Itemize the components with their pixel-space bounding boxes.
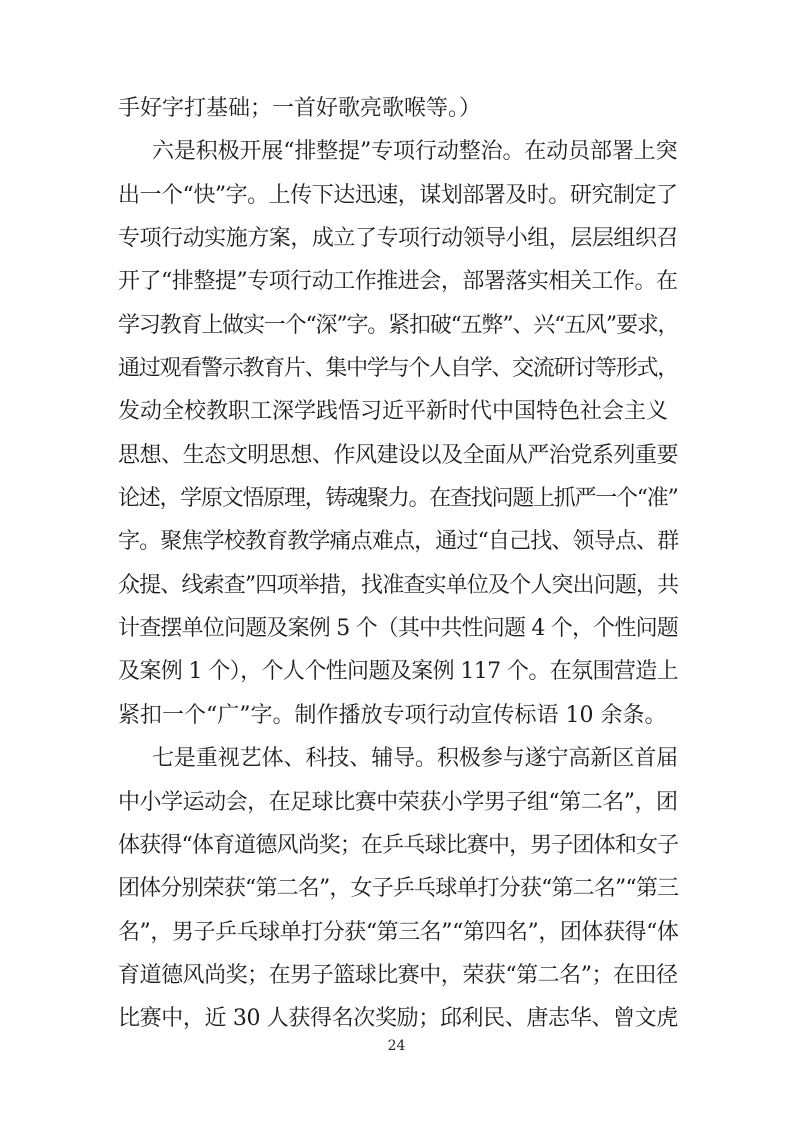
text-line: 论述，学原文悟原理，铸魂聚力。在查找问题上抓严一个“准” — [118, 486, 678, 512]
text-line: 名”，男子乒乓球单打分获“第三名”“第四名”，团体获得“体 — [118, 919, 679, 945]
text-line: 专项行动实施方案，成立了专项行动领导小组，层层组织召 — [118, 226, 679, 252]
text-line: 学习教育上做实一个“深”字。紧扣破“五弊”、兴“五风”要求， — [118, 312, 679, 338]
text-line: 体获得“体育道德风尚奖；在乒乓球比赛中，男子团体和女子 — [118, 832, 679, 858]
text-line: 发动全校教职工深学践悟习近平新时代中国特色社会主义 — [118, 399, 669, 425]
text-line: 团体分别荣获“第二名”，女子乒乓球单打分获“第二名”“第三 — [118, 876, 679, 902]
text-line: 计查摆单位问题及案例 5 个（其中共性问题 4 个，个性问题 — [118, 616, 678, 642]
text-line: 及案例 1 个），个人个性问题及案例 117 个。在氛围营造上 — [118, 659, 679, 685]
text-line: 通过观看警示教育片、集中学与个人自学、交流研讨等形式， — [118, 356, 678, 382]
text-line: 开了“排整提”专项行动工作推进会，部署落实相关工作。在 — [118, 269, 678, 295]
text-line: 中小学运动会，在足球比赛中荣获小学男子组“第二名”，团 — [118, 789, 678, 815]
text-line: 字。聚焦学校教育教学痛点难点，通过“自己找、领导点、群 — [118, 529, 679, 555]
text-line: 思想、生态文明思想、作风建设以及全面从严治党系列重要 — [118, 442, 679, 468]
text-line: 比赛中，近 30 人获得名次奖励；邱利民、唐志华、曾文虎 — [118, 1006, 678, 1032]
text-line: 手好字打基础；一首好歌亮歌喉等。） — [118, 96, 482, 121]
document-body — [118, 87, 678, 1041]
text-line: 七是重视艺体、科技、辅导。积极参与遂宁高新区首届 — [152, 746, 679, 772]
text-line: 育道德风尚奖；在男子篮球比赛中，荣获“第二名”；在田径 — [118, 962, 678, 988]
text-line: 六是积极开展“排整提”专项行动整治。在动员部署上突 — [152, 139, 678, 165]
page-number: 24 — [387, 1038, 406, 1054]
text-line: 紧扣一个“广”字。制作播放专项行动宣传标语 10 余条。 — [118, 702, 667, 728]
text-line: 出一个“快”字。上传下达迅速，谋划部署及时。研究制定了 — [118, 182, 678, 208]
text-line: 众提、线索查”四项举措，找准查实单位及个人突出问题，共 — [118, 572, 679, 598]
